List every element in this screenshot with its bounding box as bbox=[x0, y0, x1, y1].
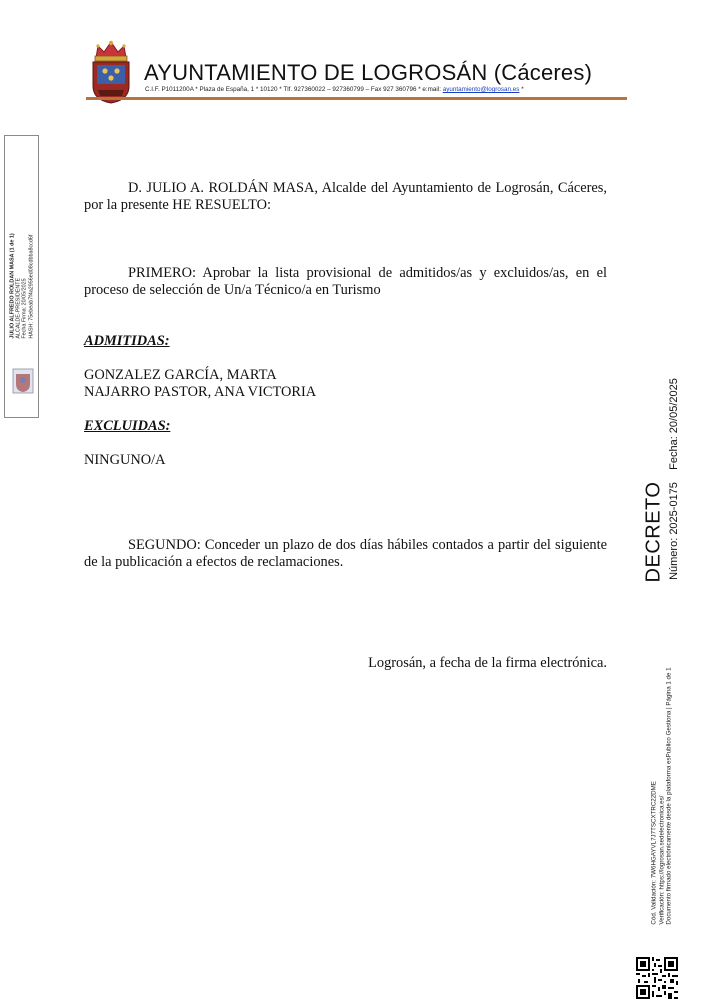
decree-number: Número: 2025-0175 bbox=[668, 482, 680, 580]
admitted-item: GONZALEZ GARCÍA, MARTA bbox=[84, 367, 277, 383]
admitidas-heading: ADMITIDAS: bbox=[84, 333, 170, 349]
intro-paragraph: D. JULIO A. ROLDÁN MASA, Alcalde del Ayuntamiento de Logrosán, Cáceres, por la presente HE RESUELTO: bbox=[84, 180, 607, 213]
contact-details: C.I.F. P1011200A * Plaza de España, 1 * 10120 * Tlf. 927360022 – 927360799 – Fax 927 360796 * e:mail: bbox=[145, 86, 441, 93]
primero-paragraph: PRIMERO: Aprobar la lista provisional de admitidos/as y excluidos/as, en el proceso de selección de Un/a Técnico/a en Turismo bbox=[84, 265, 607, 298]
validation-code: Cód. Validación: 7W6HGAYVL7J7TSCXTRC22DME bbox=[650, 781, 658, 925]
qr-code-icon[interactable] bbox=[636, 957, 678, 999]
contact-suffix: * bbox=[521, 86, 524, 93]
excluded-item: NINGUNO/A bbox=[84, 452, 166, 468]
excluidas-heading: EXCLUIDAS: bbox=[84, 418, 171, 434]
verification-url[interactable]: Verificación: https://logrosan.sedelectronica.es/ bbox=[658, 795, 666, 925]
platform-note: Documento firmado electrónicamente desde la plataforma esPublico Gestiona | Página 1 de 1 bbox=[665, 667, 673, 925]
contact-email-link[interactable]: ayuntamiento@logrosan.es bbox=[442, 86, 520, 93]
verification-block bbox=[651, 667, 674, 924]
contact-line bbox=[145, 86, 524, 93]
signer-role: ALCALDE-PRESIDENTE bbox=[15, 277, 22, 339]
signature-details bbox=[10, 233, 35, 338]
closing-line: Logrosán, a fecha de la firma electrónica. bbox=[368, 655, 607, 671]
signature-seal-icon bbox=[9, 366, 37, 396]
admitted-item: NAJARRO PASTOR, ANA VICTORIA bbox=[84, 384, 317, 400]
signature-hash: HASH: 75ebeab7f4a2956ed08cdbba8ccd6f bbox=[28, 234, 35, 339]
segundo-paragraph: SEGUNDO: Conceder un plazo de dos días hábiles contados a partir del siguiente de la publicación a efectos de reclamaciones. bbox=[84, 537, 607, 570]
coat-of-arms-logo bbox=[88, 38, 134, 104]
signature-date: Fecha Firma: 20/05/2025 bbox=[22, 278, 28, 339]
signer-name: JULIO ALFREDO ROLDAN MASA (1 de 1) bbox=[9, 233, 16, 339]
decree-date: Fecha: 20/05/2025 bbox=[668, 378, 680, 470]
municipality-title: AYUNTAMIENTO DE LOGROSÁN (Cáceres) bbox=[144, 60, 593, 85]
decree-label: DECRETO bbox=[642, 481, 665, 583]
header-divider bbox=[86, 97, 627, 100]
